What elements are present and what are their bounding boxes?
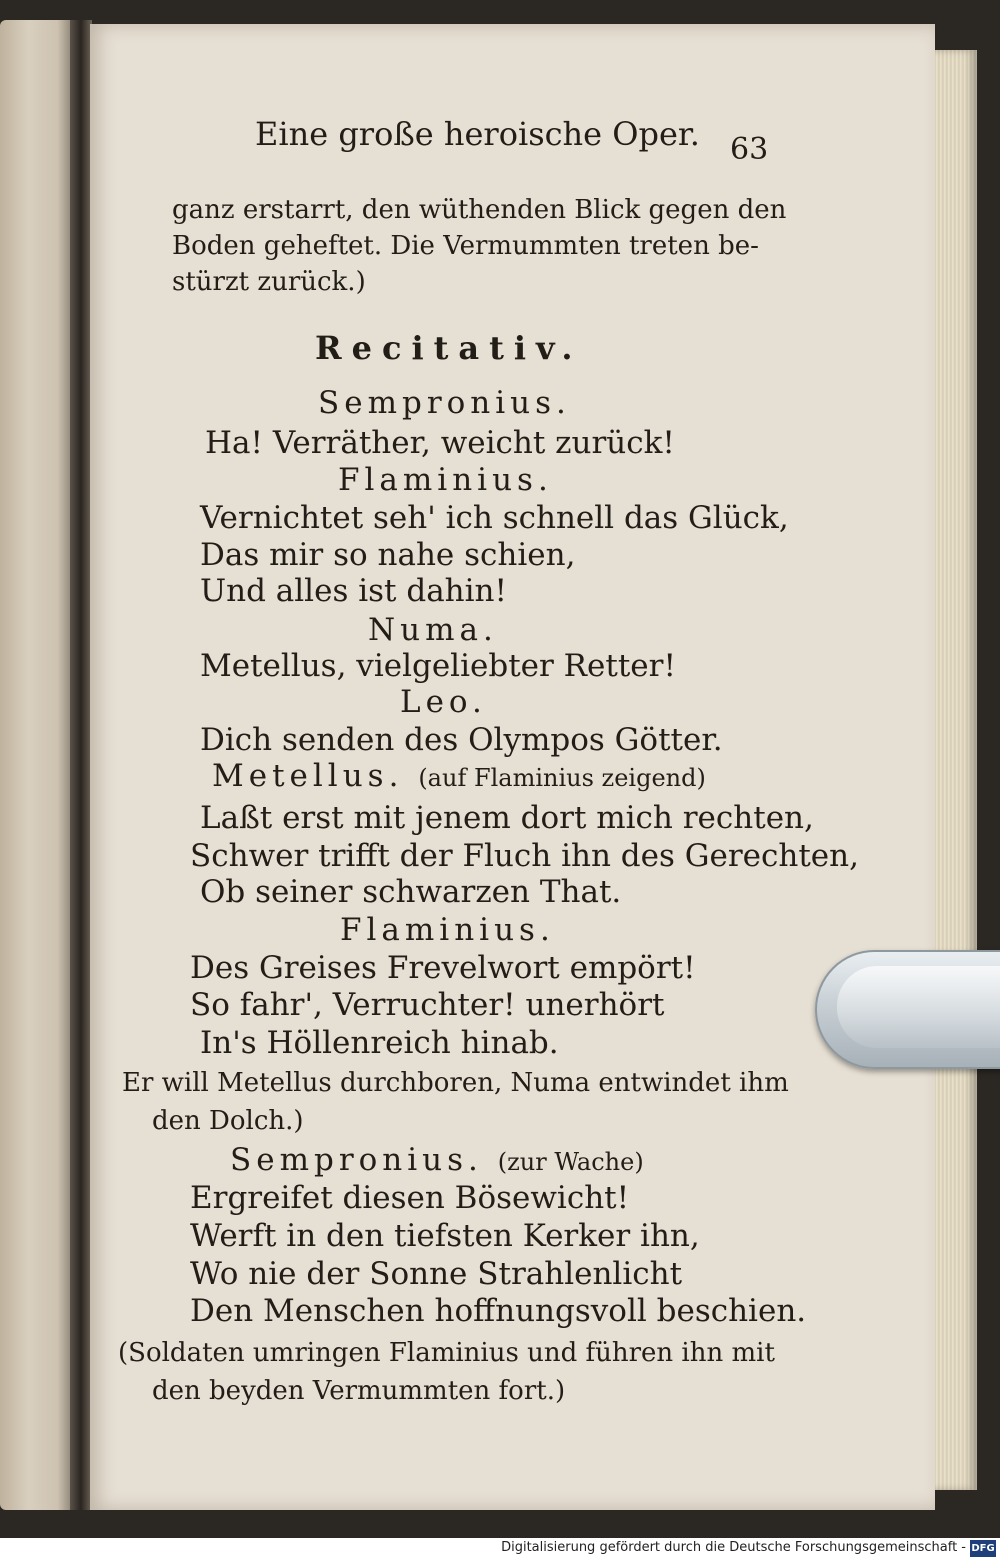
page-number: 63 (730, 132, 769, 167)
speaker-label: Metellus. (212, 758, 404, 794)
speaker-name (212, 758, 706, 796)
running-title: Eine große heroische Oper. (255, 115, 700, 153)
verse-line: In's Höllenreich hinab. (200, 1025, 559, 1061)
text-line: stürzt zurück.) (172, 267, 366, 297)
page-holder-clip (815, 950, 1000, 1069)
speaker-name: Flaminius. (340, 912, 555, 948)
verse-line: Schwer trifft der Fluch ihn des Gerechten, (190, 838, 859, 874)
left-page-edge (0, 20, 72, 1510)
verse-line: Metellus, vielgeliebter Retter! (200, 648, 676, 684)
digitization-credit: Digitalisierung gefördert durch die Deutsche Forschungsgemeinschaft - (501, 1540, 966, 1555)
book-gutter (70, 20, 92, 1510)
verse-line: Das mir so nahe schien, (200, 537, 576, 573)
section-heading: Recitativ. (315, 329, 583, 367)
verse-line: Wo nie der Sonne Strahlenlicht (190, 1256, 683, 1292)
stage-direction: (zur Wache) (497, 1148, 644, 1176)
speaker-label: Sempronius. (230, 1142, 483, 1178)
stage-direction: den beyden Vermummten fort.) (152, 1376, 566, 1406)
verse-line: So fahr', Verruchter! unerhört (190, 987, 665, 1023)
speaker-name: Leo. (400, 684, 487, 720)
speaker-name: Numa. (368, 612, 498, 648)
dfg-logo: DFG (970, 1540, 996, 1557)
stage-direction: (Soldaten umringen Flaminius und führen ihn mit (118, 1338, 775, 1368)
speaker-name (230, 1142, 644, 1180)
verse-line: Ergreifet diesen Bösewicht! (190, 1180, 630, 1216)
verse-line: Vernichtet seh' ich schnell das Glück, (200, 500, 789, 536)
verse-line: Ha! Verräther, weicht zurück! (205, 425, 675, 461)
speaker-name: Flaminius. (338, 462, 553, 498)
verse-line: Werft in den tiefsten Kerker ihn, (190, 1218, 700, 1254)
verse-line: Und alles ist dahin! (200, 573, 507, 609)
text-line: ganz erstarrt, den wüthenden Blick gegen den (172, 195, 787, 225)
verse-line: Des Greises Frevelwort empört! (190, 950, 696, 986)
text-line: Boden geheftet. Die Vermummten treten be- (172, 231, 759, 261)
verse-line: Den Menschen hoffnungsvoll beschien. (190, 1293, 807, 1329)
stage-direction: (auf Flaminius zeigend) (418, 764, 706, 792)
stage-direction: den Dolch.) (152, 1106, 304, 1136)
verse-line: Laßt erst mit jenem dort mich rechten, (200, 800, 814, 836)
stage-direction: Er will Metellus durchboren, Numa entwindet ihm (122, 1068, 789, 1098)
speaker-name: Sempronius. (318, 385, 571, 421)
verse-line: Dich senden des Olympos Götter. (200, 722, 723, 758)
verse-line: Ob seiner schwarzen That. (200, 874, 622, 910)
page-holder-highlight (837, 966, 1000, 1048)
